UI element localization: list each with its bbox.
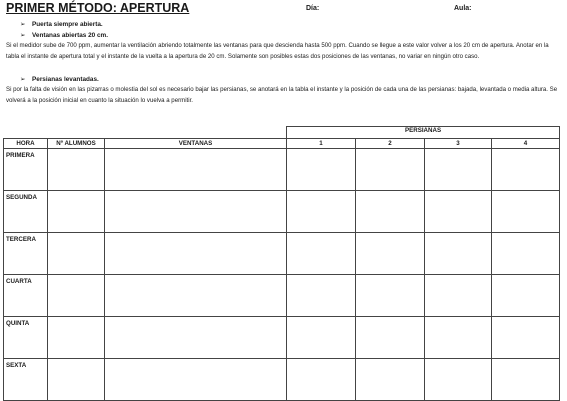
persianas-group-header: PERSIANAS — [287, 127, 560, 139]
bullet-text: Puerta siempre abierta. — [32, 21, 103, 28]
dia-label: Día: — [306, 5, 320, 12]
table-row — [4, 233, 560, 275]
cell-persiana-2[interactable] — [356, 359, 425, 401]
row-label-tercera: TERCERA — [4, 233, 48, 275]
table-blank-cell — [4, 127, 48, 139]
cell-alumnos[interactable] — [48, 233, 105, 275]
cell-persiana-2[interactable] — [356, 149, 425, 191]
cell-persiana-2[interactable] — [356, 275, 425, 317]
bullet-ventanas — [20, 31, 108, 39]
cell-persiana-3[interactable] — [425, 191, 492, 233]
arrow-bullet-icon: ➢ — [20, 32, 26, 39]
record-table — [3, 126, 560, 401]
cell-ventanas[interactable] — [105, 233, 287, 275]
cell-ventanas[interactable] — [105, 359, 287, 401]
column-header-hora: HORA — [4, 139, 48, 149]
cell-persiana-1[interactable] — [287, 191, 356, 233]
column-header-persiana-2: 2 — [356, 139, 425, 149]
cell-persiana-4[interactable] — [492, 275, 560, 317]
table-row — [4, 275, 560, 317]
cell-alumnos[interactable] — [48, 359, 105, 401]
cell-persiana-4[interactable] — [492, 317, 560, 359]
cell-ventanas[interactable] — [105, 191, 287, 233]
bullet-puerta — [20, 20, 103, 28]
cell-ventanas[interactable] — [105, 149, 287, 191]
cell-alumnos[interactable] — [48, 191, 105, 233]
row-label-cuarta: CUARTA — [4, 275, 48, 317]
cell-persiana-3[interactable] — [425, 359, 492, 401]
column-header-persiana-3: 3 — [425, 139, 492, 149]
cell-persiana-1[interactable] — [287, 275, 356, 317]
cell-persiana-2[interactable] — [356, 191, 425, 233]
table-row — [4, 191, 560, 233]
column-header-ventanas: VENTANAS — [105, 139, 287, 149]
cell-persiana-4[interactable] — [492, 191, 560, 233]
cell-persiana-3[interactable] — [425, 317, 492, 359]
cell-persiana-3[interactable] — [425, 275, 492, 317]
cell-persiana-1[interactable] — [287, 233, 356, 275]
cell-persiana-1[interactable] — [287, 317, 356, 359]
cell-persiana-3[interactable] — [425, 233, 492, 275]
cell-alumnos[interactable] — [48, 275, 105, 317]
cell-ventanas[interactable] — [105, 317, 287, 359]
column-header-persiana-1: 1 — [287, 139, 356, 149]
bullet-persianas — [20, 75, 99, 83]
cell-persiana-3[interactable] — [425, 149, 492, 191]
row-label-sexta: SEXTA — [4, 359, 48, 401]
row-label-segunda: SEGUNDA — [4, 191, 48, 233]
paragraph-persianas: Si por la falta de visión en las pizarras o molestia del sol es necesario bajar las persianas, se anotará en la tabla el instante y la posición de cada una de las persianas: bajada, levantada o media altura. Se volverá a la posición inicial en cuanto la situación lo vuelva a permitir. — [6, 86, 558, 104]
aula-label: Aula: — [454, 5, 472, 12]
cell-alumnos[interactable] — [48, 317, 105, 359]
cell-persiana-4[interactable] — [492, 359, 560, 401]
bullet-text: Persianas levantadas. — [32, 76, 99, 83]
arrow-bullet-icon: ➢ — [20, 21, 26, 28]
cell-persiana-1[interactable] — [287, 359, 356, 401]
column-header-alumnos: Nº ALUMNOS — [48, 139, 105, 149]
table-row — [4, 317, 560, 359]
column-header-persiana-4: 4 — [492, 139, 560, 149]
cell-persiana-2[interactable] — [356, 317, 425, 359]
table-row — [4, 359, 560, 401]
cell-persiana-1[interactable] — [287, 149, 356, 191]
cell-persiana-2[interactable] — [356, 233, 425, 275]
table-blank-cell — [48, 127, 105, 139]
cell-ventanas[interactable] — [105, 275, 287, 317]
row-label-primera: PRIMERA — [4, 149, 48, 191]
table-blank-cell — [105, 127, 287, 139]
page-title: PRIMER MÉTODO: APERTURA — [6, 1, 190, 15]
table-row — [4, 149, 560, 191]
paragraph-ventanas: Si el medidor sube de 700 ppm, aumentar la ventilación abriendo totalmente las ventanas para que descienda hasta 500 ppm. Cuando se llegue a este valor volver a los 20 cm de apertura. Anotar en la tabla el instante de apertura total y el instante de la vuelta a la apertura de 20 cm. Solamente son posibles estas dos posiciones de las ventanas, no variar en ningún otro caso. — [6, 42, 549, 60]
cell-persiana-4[interactable] — [492, 233, 560, 275]
arrow-bullet-icon: ➢ — [20, 76, 26, 83]
row-label-quinta: QUINTA — [4, 317, 48, 359]
cell-persiana-4[interactable] — [492, 149, 560, 191]
cell-alumnos[interactable] — [48, 149, 105, 191]
bullet-text: Ventanas abiertas 20 cm. — [32, 32, 109, 39]
